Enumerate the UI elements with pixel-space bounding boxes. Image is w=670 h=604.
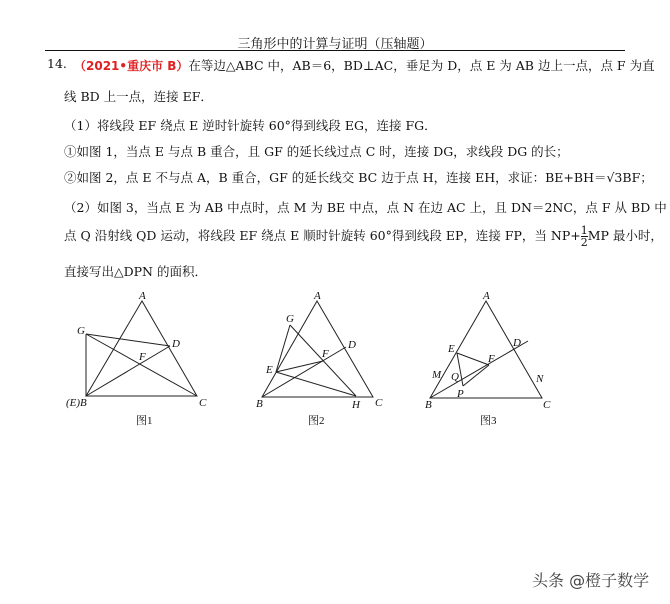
part2-line-1: （2）如图 3，当点 E 为 AB 中点时，点 M 为 BE 中点，点 N 在边 AC 上，且 DN＝2NC，点 F 从 BD 中 (64, 200, 667, 215)
label-b: B (425, 399, 432, 411)
label-c: C (199, 397, 207, 409)
label-a: A (483, 290, 490, 302)
label-d: D (513, 337, 521, 349)
watermark: 头条 @橙子数学 (532, 571, 650, 590)
label-g: G (286, 313, 294, 325)
numerator: 1 (580, 224, 588, 237)
triangle-abc (86, 301, 197, 396)
label-a: A (139, 290, 146, 302)
label-n: N (536, 373, 544, 385)
label-f: F (322, 348, 329, 360)
problem-text: 在等边△ABC 中，AB＝6，BD⊥AC，垂足为 D，点 E 为 AB 边上一点，点 F 为直 (188, 58, 655, 73)
part2-tail: MP 最小时， (587, 228, 663, 243)
label-d: D (348, 339, 356, 351)
figure-2 (262, 301, 373, 397)
label-h: H (352, 399, 360, 411)
label-f: F (139, 351, 146, 363)
label-c: C (375, 397, 383, 409)
problem-source: （2021•重庆市 B） (74, 59, 189, 73)
sub2-tail: BF； (622, 170, 653, 185)
label-q: Q (451, 371, 459, 383)
label-m: M (432, 369, 442, 381)
figure-3-caption: 图3 (480, 415, 497, 427)
label-e: E (448, 343, 455, 355)
figure-1 (86, 301, 197, 396)
triangle-abc (262, 301, 373, 397)
label-b: B (256, 398, 263, 410)
sqrt3: √3 (606, 170, 623, 185)
problem-number: 14. (47, 56, 67, 71)
label-p: P (457, 388, 464, 400)
problem-line-2: 线 BD 上一点，连接 EF． (64, 89, 213, 104)
part1-statement: （1）将线段 EF 绕点 E 逆时针旋转 60°得到线段 EG，连接 FG． (64, 118, 437, 133)
label-f: F (488, 353, 495, 365)
label-g: G (77, 325, 85, 337)
label-a: A (314, 290, 321, 302)
part2-text: 点 Q 沿射线 QD 运动，将线段 EF 绕点 E 顺时针旋转 60°得到线段 EP，连接 FP，当 NP+ (64, 228, 581, 243)
part2-line-3: 直接写出△DPN 的面积． (64, 264, 207, 279)
sub2-text: ②如图 2，点 E 不与点 A，B 重合，GF 的延长线交 BC 边于点 H，连接 EH，求证：BE+BH＝ (64, 170, 607, 185)
triangle-abc (430, 301, 542, 398)
figure-2-caption: 图2 (308, 415, 325, 427)
label-b: (E)B (66, 397, 87, 409)
page-header: 三角形中的计算与证明（压轴题） (237, 37, 433, 52)
label-e: E (266, 364, 273, 376)
figure-1-caption: 图1 (136, 415, 153, 427)
figure-3 (430, 301, 542, 398)
label-c: C (543, 399, 551, 411)
denominator: 2 (580, 236, 588, 249)
label-d: D (172, 338, 180, 350)
part1-sub1: ①如图 1，当点 E 与点 B 重合，且 GF 的延长线过点 C 时，连接 DG，求线段 DG 的长； (64, 144, 569, 159)
